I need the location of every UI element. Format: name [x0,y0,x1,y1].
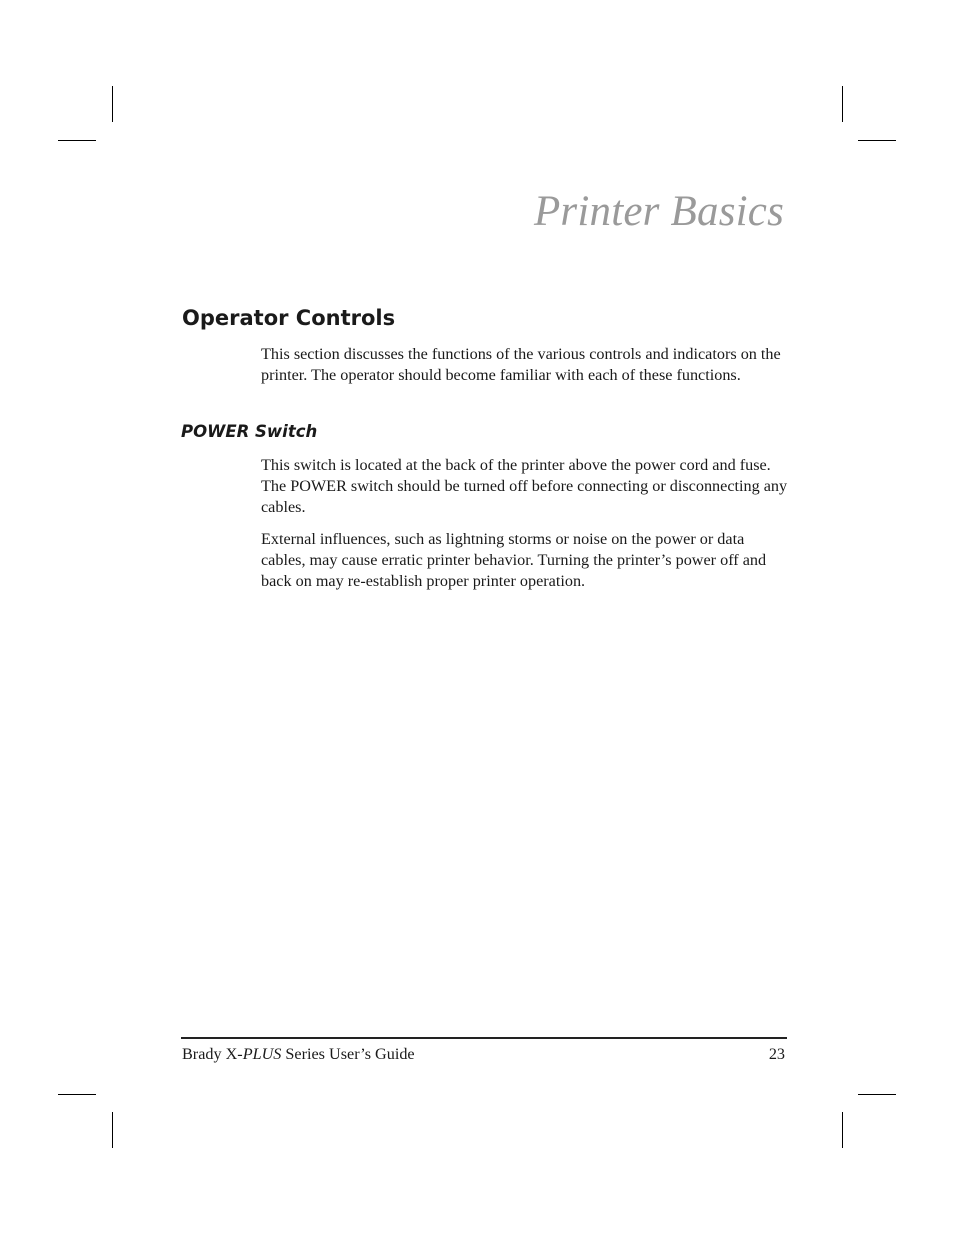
footer-title-italic: PLUS [242,1045,282,1063]
crop-mark-top-left-vertical [112,86,113,122]
crop-mark-bottom-left-horizontal [58,1094,96,1095]
page-number: 23 [768,1045,785,1063]
footer-rule [181,1037,787,1039]
footer-title-prefix: Brady X- [182,1045,243,1063]
crop-mark-top-right-horizontal [858,140,896,141]
crop-mark-bottom-right-vertical [842,1112,843,1148]
power-switch-paragraph-1: This switch is located at the back of the printer above the power cord and fuse. The POWER switch should be turned off before connecting or disconnecting any cables. [261,456,788,516]
crop-mark-bottom-right-horizontal [858,1094,896,1095]
power-switch-paragraph-2: External influences, such as lightning storms or noise on the power or data cables, may cause erratic printer behavior. Turning the printer’s power off and back on may re-establish proper printer operation. [261,530,767,590]
footer-title-suffix: Series User’s Guide [281,1045,415,1063]
footer-guide-title [182,1045,415,1064]
chapter-title: Printer Basics [533,188,784,235]
section-heading: Operator Controls [182,306,396,330]
crop-mark-bottom-left-vertical [112,1112,113,1148]
power-switch-heading: POWER Switch [181,422,318,441]
crop-mark-top-right-vertical [842,86,843,122]
crop-mark-top-left-horizontal [58,140,96,141]
section-intro-paragraph: This section discusses the functions of the various controls and indicators on the printer. The operator should become familiar with each of these functions. [261,345,781,384]
